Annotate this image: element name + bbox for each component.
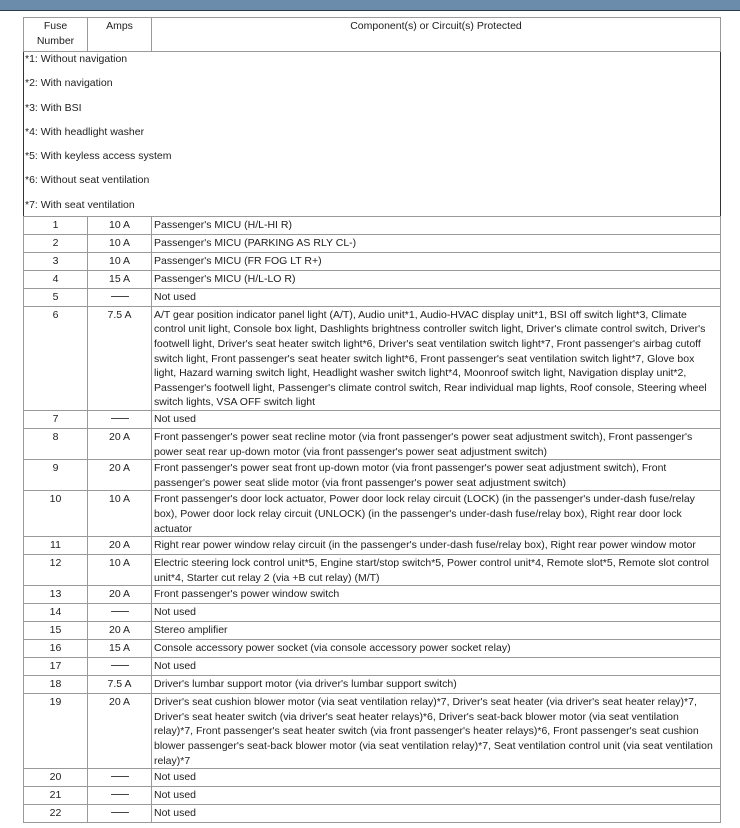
fuse-number-cell: 4 [24,270,88,288]
table-row [24,640,721,658]
component-cell: Console accessory power socket (via console accessory power socket relay) [152,640,721,658]
component-cell: Not used [152,787,721,805]
dash-not-applicable-icon [111,812,129,813]
component-cell: Electric steering lock control unit*5, Engine start/stop switch*5, Power control unit*4, Remote slot*5, Remote slot control unit*4, Starter cut relay 2 (via +B cut relay) (M/T) [152,555,721,586]
footnote-text: *1: Without navigation [24,52,721,77]
header-fuse-number [24,18,88,52]
amps-cell: 7.5 A [88,676,152,694]
amps-cell: 15 A [88,270,152,288]
component-cell: Passenger's MICU (PARKING AS RLY CL-) [152,234,721,252]
fuse-number-cell: 16 [24,640,88,658]
component-cell: Right rear power window relay circuit (in the passenger's under-dash fuse/relay box), Right rear power window motor [152,537,721,555]
fuse-number-cell: 18 [24,676,88,694]
component-cell: A/T gear position indicator panel light (A/T), Audio unit*1, Audio-HVAC display unit*1, BSI off switch light*3, Climate control unit light, Console box light, Dashlights brightness controller switch light, Driver's climate control switch, Driver's footwell light, Driver's seat heater switch light*6, Driver's seat ventilation switch light*7, Front passenger's airbag cutoff switch light, Front passenger's seat heater switch light*6, Front passenger's seat ventilation switch light*7, Glove box light, Hazard warning switch light, Headlight washer switch light*4, Moonroof switch light, Navigation display unit*2, Passenger's footwell light, Passenger's climate control switch, Rear individual map lights, Roof console, Steering wheel switch lights, VSA OFF switch light [152,306,721,410]
table-row [24,410,721,428]
fuse-number-cell: 1 [24,216,88,234]
table-row [24,694,721,769]
table-row [24,555,721,586]
fuse-number-cell: 5 [24,288,88,306]
table-row [24,805,721,823]
fuse-number-cell: 19 [24,694,88,769]
footnote-row [24,173,721,197]
fuse-number-cell: 20 [24,769,88,787]
amps-cell: 10 A [88,234,152,252]
fuse-number-cell: 10 [24,491,88,537]
component-cell: Not used [152,604,721,622]
footnote-row [24,198,721,217]
table-row [24,604,721,622]
footnote-row [24,76,721,100]
fuse-number-cell: 17 [24,658,88,676]
amps-cell [88,288,152,306]
component-cell: Passenger's MICU (H/L-LO R) [152,270,721,288]
table-row [24,622,721,640]
footnote-text: *6: Without seat ventilation [24,173,721,197]
footnote-text: *4: With headlight washer [24,125,721,149]
header-fuse-number-label: Fuse Number [36,20,75,47]
amps-cell [88,787,152,805]
table-row [24,676,721,694]
table-row [24,769,721,787]
footnote-text: *3: With BSI [24,101,721,125]
footnote-row [24,52,721,77]
table-row [24,537,721,555]
component-cell: Not used [152,658,721,676]
dash-not-applicable-icon [111,776,129,777]
table-row [24,787,721,805]
component-cell: Not used [152,410,721,428]
component-cell: Front passenger's power window switch [152,586,721,604]
fuse-number-cell: 3 [24,252,88,270]
footnote-text: *2: With navigation [24,76,721,100]
component-cell: Passenger's MICU (FR FOG LT R+) [152,252,721,270]
amps-cell: 20 A [88,622,152,640]
amps-cell: 20 A [88,460,152,491]
amps-cell: 20 A [88,694,152,769]
component-cell: Front passenger's power seat front up-down motor (via front passenger's power seat adjustment switch), Front passenger's power seat slide motor (via front passenger's power seat adjustment switch) [152,460,721,491]
fuse-number-cell: 11 [24,537,88,555]
footnote-row [24,125,721,149]
amps-cell: 10 A [88,555,152,586]
fuse-number-cell: 2 [24,234,88,252]
fuse-number-cell: 13 [24,586,88,604]
table-row [24,252,721,270]
amps-cell: 20 A [88,537,152,555]
table-row [24,270,721,288]
component-cell: Stereo amplifier [152,622,721,640]
fuse-number-cell: 6 [24,306,88,410]
table-row [24,216,721,234]
dash-not-applicable-icon [111,794,129,795]
amps-cell: 20 A [88,428,152,459]
amps-cell [88,410,152,428]
amps-cell [88,805,152,823]
header-amps: Amps [88,18,152,52]
table-row [24,288,721,306]
table-header-row [24,18,721,52]
footnote-row [24,101,721,125]
table-row [24,428,721,459]
amps-cell [88,658,152,676]
header-component: Component(s) or Circuit(s) Protected [152,18,721,52]
amps-cell [88,604,152,622]
fuse-number-cell: 9 [24,460,88,491]
footnote-row [24,149,721,173]
fuse-number-cell: 7 [24,410,88,428]
fuse-number-cell: 8 [24,428,88,459]
dash-not-applicable-icon [111,665,129,666]
amps-cell [88,769,152,787]
fuse-number-cell: 22 [24,805,88,823]
table-row [24,460,721,491]
table-row [24,491,721,537]
amps-cell: 10 A [88,216,152,234]
component-cell: Not used [152,769,721,787]
component-cell: Driver's lumbar support motor (via driver's lumbar support switch) [152,676,721,694]
dash-not-applicable-icon [111,296,129,297]
fuse-number-cell: 15 [24,622,88,640]
component-cell: Front passenger's power seat recline motor (via front passenger's power seat adjustment switch), Front passenger's power seat rear up-down motor (via front passenger's power seat adjustment switch) [152,428,721,459]
table-row [24,658,721,676]
fuse-table [23,17,721,823]
table-row [24,586,721,604]
fuse-number-cell: 12 [24,555,88,586]
component-cell: Not used [152,288,721,306]
dash-not-applicable-icon [111,611,129,612]
fuse-number-cell: 14 [24,604,88,622]
table-row [24,306,721,410]
amps-cell: 15 A [88,640,152,658]
amps-cell: 20 A [88,586,152,604]
amps-cell: 10 A [88,491,152,537]
amps-cell: 10 A [88,252,152,270]
component-cell: Not used [152,805,721,823]
footnote-text: *7: With seat ventilation [24,198,721,217]
component-cell: Passenger's MICU (H/L-HI R) [152,216,721,234]
component-cell: Driver's seat cushion blower motor (via seat ventilation relay)*7, Driver's seat heater (via driver's seat heater relay)*7, Driver's seat heater switch (via driver's seat heater relays)*6, Driver's seat-back blower motor (via seat ventilation relay)*7, Front passenger's seat heater switch (via front passenger's heater relays)*6, Front passenger's seat cushion blower passenger's seat-back blower motor (via seat ventilation relay)*7, Seat ventilation control unit (via seat ventilation relay)*7 [152,694,721,769]
top-banner-bar [0,0,740,11]
dash-not-applicable-icon [111,418,129,419]
footnote-text: *5: With keyless access system [24,149,721,173]
component-cell: Front passenger's door lock actuator, Power door lock relay circuit (LOCK) (in the passenger's under-dash fuse/relay box), Power door lock relay circuit (UNLOCK) (in the passenger's under-dash fuse/relay box), Right rear door lock actuator [152,491,721,537]
table-row [24,234,721,252]
amps-cell: 7.5 A [88,306,152,410]
fuse-number-cell: 21 [24,787,88,805]
